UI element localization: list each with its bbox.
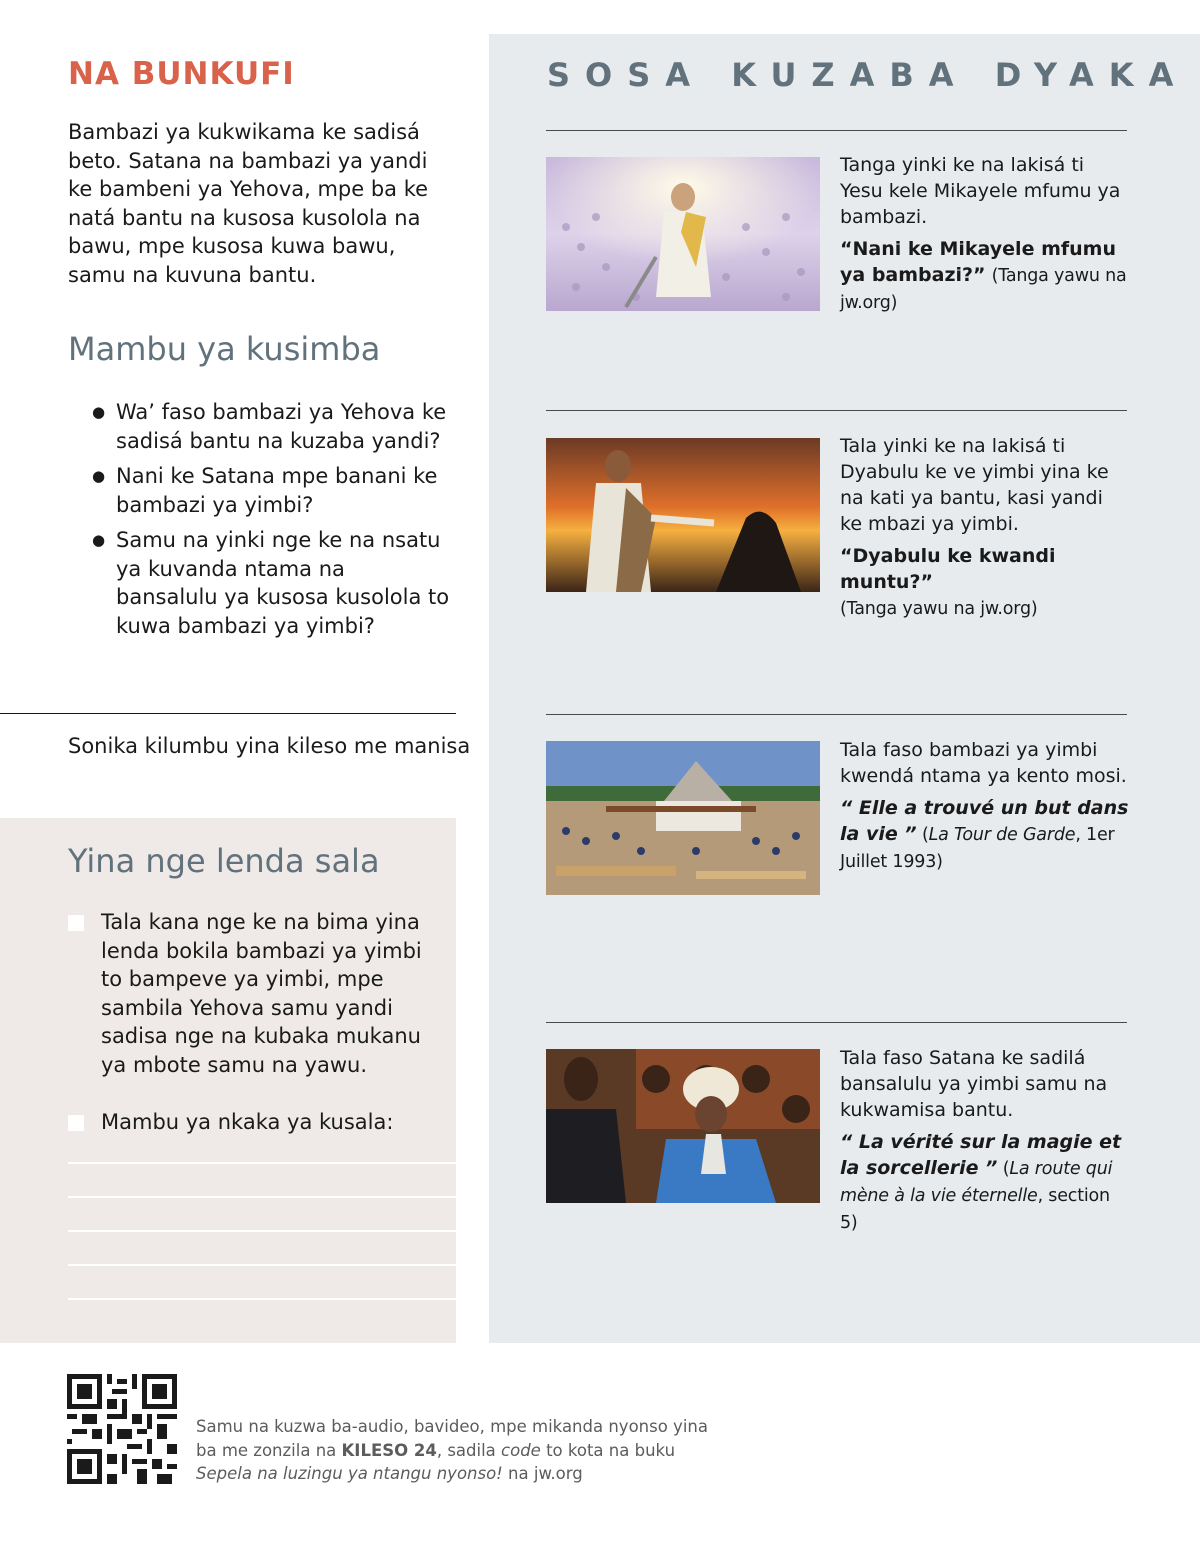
write-line[interactable] [68, 1264, 456, 1266]
review-question-list [92, 398, 452, 647]
item-divider [546, 130, 1127, 131]
reference-source: (Tanga yawu na jw.org) [840, 599, 1038, 619]
write-line[interactable] [68, 1298, 456, 1300]
reference-title[interactable]: “Nani ke Mikayele mfumu ya bambazi?” [840, 238, 1116, 286]
review-question: ● Wa’ faso bambazi ya Yehova ke sadisá bantu na kuzaba yandi? [92, 398, 452, 455]
reference-source: (Tanga yawu na jw.org) [840, 266, 1127, 313]
explore-item [840, 1045, 1130, 1236]
item-divider [546, 410, 1127, 411]
jesus-devil-image [546, 438, 820, 592]
review-question: ● Samu na yinki nge ke na nsatu ya kuvanda ntama na bansalulu ya kusosa kusolola to kuwa bambazi ya yimbi? [92, 526, 452, 640]
item-description: Tala faso bambazi ya yimbi kwendá ntama ya kento mosi. [840, 739, 1127, 787]
section-divider [0, 713, 456, 714]
todo-item [68, 908, 428, 1079]
reference-title[interactable]: “Dyabulu ke kwandi muntu?” [840, 545, 1056, 593]
review-title: Mambu ya kusimba [68, 330, 381, 368]
qr-code-icon[interactable] [67, 1374, 177, 1484]
explore-item [840, 152, 1130, 316]
checkbox[interactable] [68, 1115, 84, 1131]
item-description: Tala faso Satana ke sadilá bansalulu ya yimbi samu na kukwamisa bantu. [840, 1047, 1108, 1121]
explore-title: SOSA KUZABA DYAKA [547, 56, 1189, 94]
summary-title: NA BUNKUFI [68, 56, 295, 92]
todo-item [68, 1108, 428, 1137]
book-title: Sepela na luzingu ya ntangu nyonso! [196, 1464, 503, 1483]
item-reference[interactable] [840, 543, 1130, 622]
write-line[interactable] [68, 1162, 456, 1164]
review-question: ● Nani ke Satana mpe banani ke bambazi ya yimbi? [92, 462, 452, 519]
item-reference[interactable] [840, 1129, 1130, 1236]
item-divider [546, 1022, 1127, 1023]
item-divider [546, 714, 1127, 715]
reference-source: (La Tour de Garde, 1er Juillet 1993) [840, 825, 1115, 872]
write-line[interactable] [68, 1230, 456, 1232]
explore-item [840, 737, 1130, 875]
write-line[interactable] [68, 1196, 456, 1198]
reference-source: (La route qui mène à la vie éternelle, section 5) [840, 1159, 1113, 1233]
checkbox[interactable] [68, 915, 84, 931]
todo-item-text: Tala kana nge ke na bima yina lenda bokila bambazi ya yimbi to bampeve ya yimbi, mpe sambila Yehova samu yandi sadisa nge na kubaka mukanu ya mbote samu na yawu. [101, 910, 422, 1077]
reference-title[interactable]: “ Elle a trouvé un but dans la vie ” [840, 797, 1129, 845]
lesson-number: KILESO 24 [341, 1440, 437, 1460]
item-reference[interactable] [840, 795, 1130, 875]
healer-image [546, 1049, 820, 1203]
completion-date-prompt: Sonika kilumbu yina kileso me manisa [68, 734, 471, 758]
angel-warrior-image [546, 157, 820, 311]
todo-title: Yina nge lenda sala [68, 842, 380, 880]
item-description: Tanga yinki ke na lakisá ti Yesu kele Mikayele mfumu ya bambazi. [840, 154, 1121, 228]
todo-item-text: Mambu ya nkaka ya kusala: [101, 1110, 394, 1134]
summary-text: Bambazi ya kukwikama ke sadisá beto. Satana na bambazi ya yandi ke bambeni ya Yehova, mpe ba ke natá bantu na kusosa kusolola na bawu, mpe kusosa kuwa bawu, samu na kuvuna bantu. [68, 120, 429, 287]
footer-text: Samu na kuzwa ba-audio, bavideo, mpe mikanda nyonso yina ba me zonzila na KILESO 24, sadila code to kota na buku Sepela na luzingu ya ntangu nyonso! na jw.org [196, 1417, 708, 1483]
construction-site-image [546, 741, 820, 895]
item-description: Tala yinki ke na lakisá ti Dyabulu ke ve yimbi yina ke na kati ya bantu, kasi yandi ke mbazi ya yimbi. [840, 435, 1109, 535]
explore-item [840, 433, 1130, 622]
item-reference[interactable] [840, 236, 1130, 316]
reference-title[interactable]: “ La vérité sur la magie et la sorcellerie ” [840, 1131, 1122, 1179]
